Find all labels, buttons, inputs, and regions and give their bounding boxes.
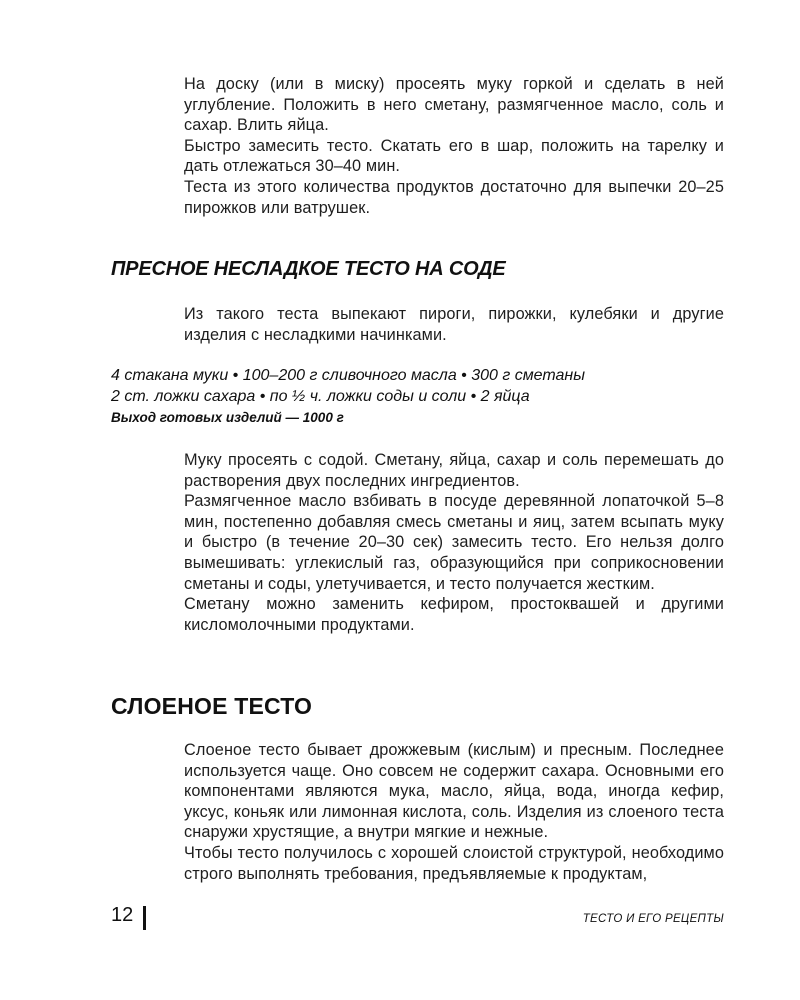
running-title: ТЕСТО И ЕГО РЕЦЕПТЫ bbox=[582, 913, 724, 925]
puff-pastry-text bbox=[184, 740, 724, 884]
footer-divider bbox=[143, 906, 146, 930]
paragraph: Теста из этого количества продуктов достаточно для выпечки 20–25 пирожков или ватрушек. bbox=[184, 177, 724, 217]
section-heading-soda-dough: ПРЕСНОЕ НЕСЛАДКОЕ ТЕСТО НА СОДЕ bbox=[111, 258, 506, 280]
paragraph: Слоеное тесто бывает дрожжевым (кислым) и пресным. Последнее используется чаще. Оно совсем не содержит сахара. Основными его компонентами являются мука, масло, яйца, вода, иногда кефир, уксус, коньяк или лимонная кислота, соль. Изделия из слоеного теста снаружи хрустящие, а внутри мягкие и нежные. bbox=[184, 741, 724, 842]
paragraph: Муку просеять с содой. Сметану, яйца, сахар и соль перемешать до растворения двух последних ингредиентов. bbox=[184, 451, 724, 490]
paragraph: Из такого теста выпекают пироги, пирожки, кулебяки и другие изделия с несладкими начинками. bbox=[184, 305, 724, 344]
soda-dough-intro bbox=[184, 304, 724, 345]
yield-note: Выход готовых изделий — 1000 г bbox=[111, 410, 344, 425]
paragraph: Размягченное масло взбивать в посуде деревянной лопаточкой 5–8 мин, постепенно добавляя смесь сметаны и яиц, затем всыпать муку и быстро (в течение 20–30 сек) замесить тесто. Его нельзя долго вымешивать: углекислый газ, образующийся при соприкосновении сметаны и соды, улетучивается, и тесто получается жестким. bbox=[184, 492, 724, 593]
page-number: 12 bbox=[111, 904, 134, 926]
ingredients-block bbox=[111, 365, 731, 429]
paragraph: На доску (или в миску) просеять муку горкой и сделать в ней углубление. Положить в него сметану, размягченное масло, соль и сахар. Влить яйца. bbox=[184, 75, 724, 135]
paragraph: Чтобы тесто получилось с хорошей слоистой структурой, необходимо строго выполнять требования, предъявляемые к продуктам, bbox=[184, 843, 724, 883]
ingredients-line: 2 ст. ложки сахара • по ½ ч. ложки соды и соли • 2 яйца bbox=[111, 388, 530, 405]
section-heading-puff-pastry: СЛОЕНОЕ ТЕСТО bbox=[111, 693, 313, 719]
soda-dough-method bbox=[184, 450, 724, 635]
paragraph: Сметану можно заменить кефиром, простоквашей и другими кисломолочными продуктами. bbox=[184, 595, 724, 634]
intro-text-block bbox=[184, 74, 724, 218]
ingredients-line: 4 стакана муки • 100–200 г сливочного масла • 300 г сметаны bbox=[111, 367, 586, 384]
paragraph: Быстро замесить тесто. Скатать его в шар, положить на тарелку и дать отлежаться 30–40 мин. bbox=[184, 136, 724, 176]
